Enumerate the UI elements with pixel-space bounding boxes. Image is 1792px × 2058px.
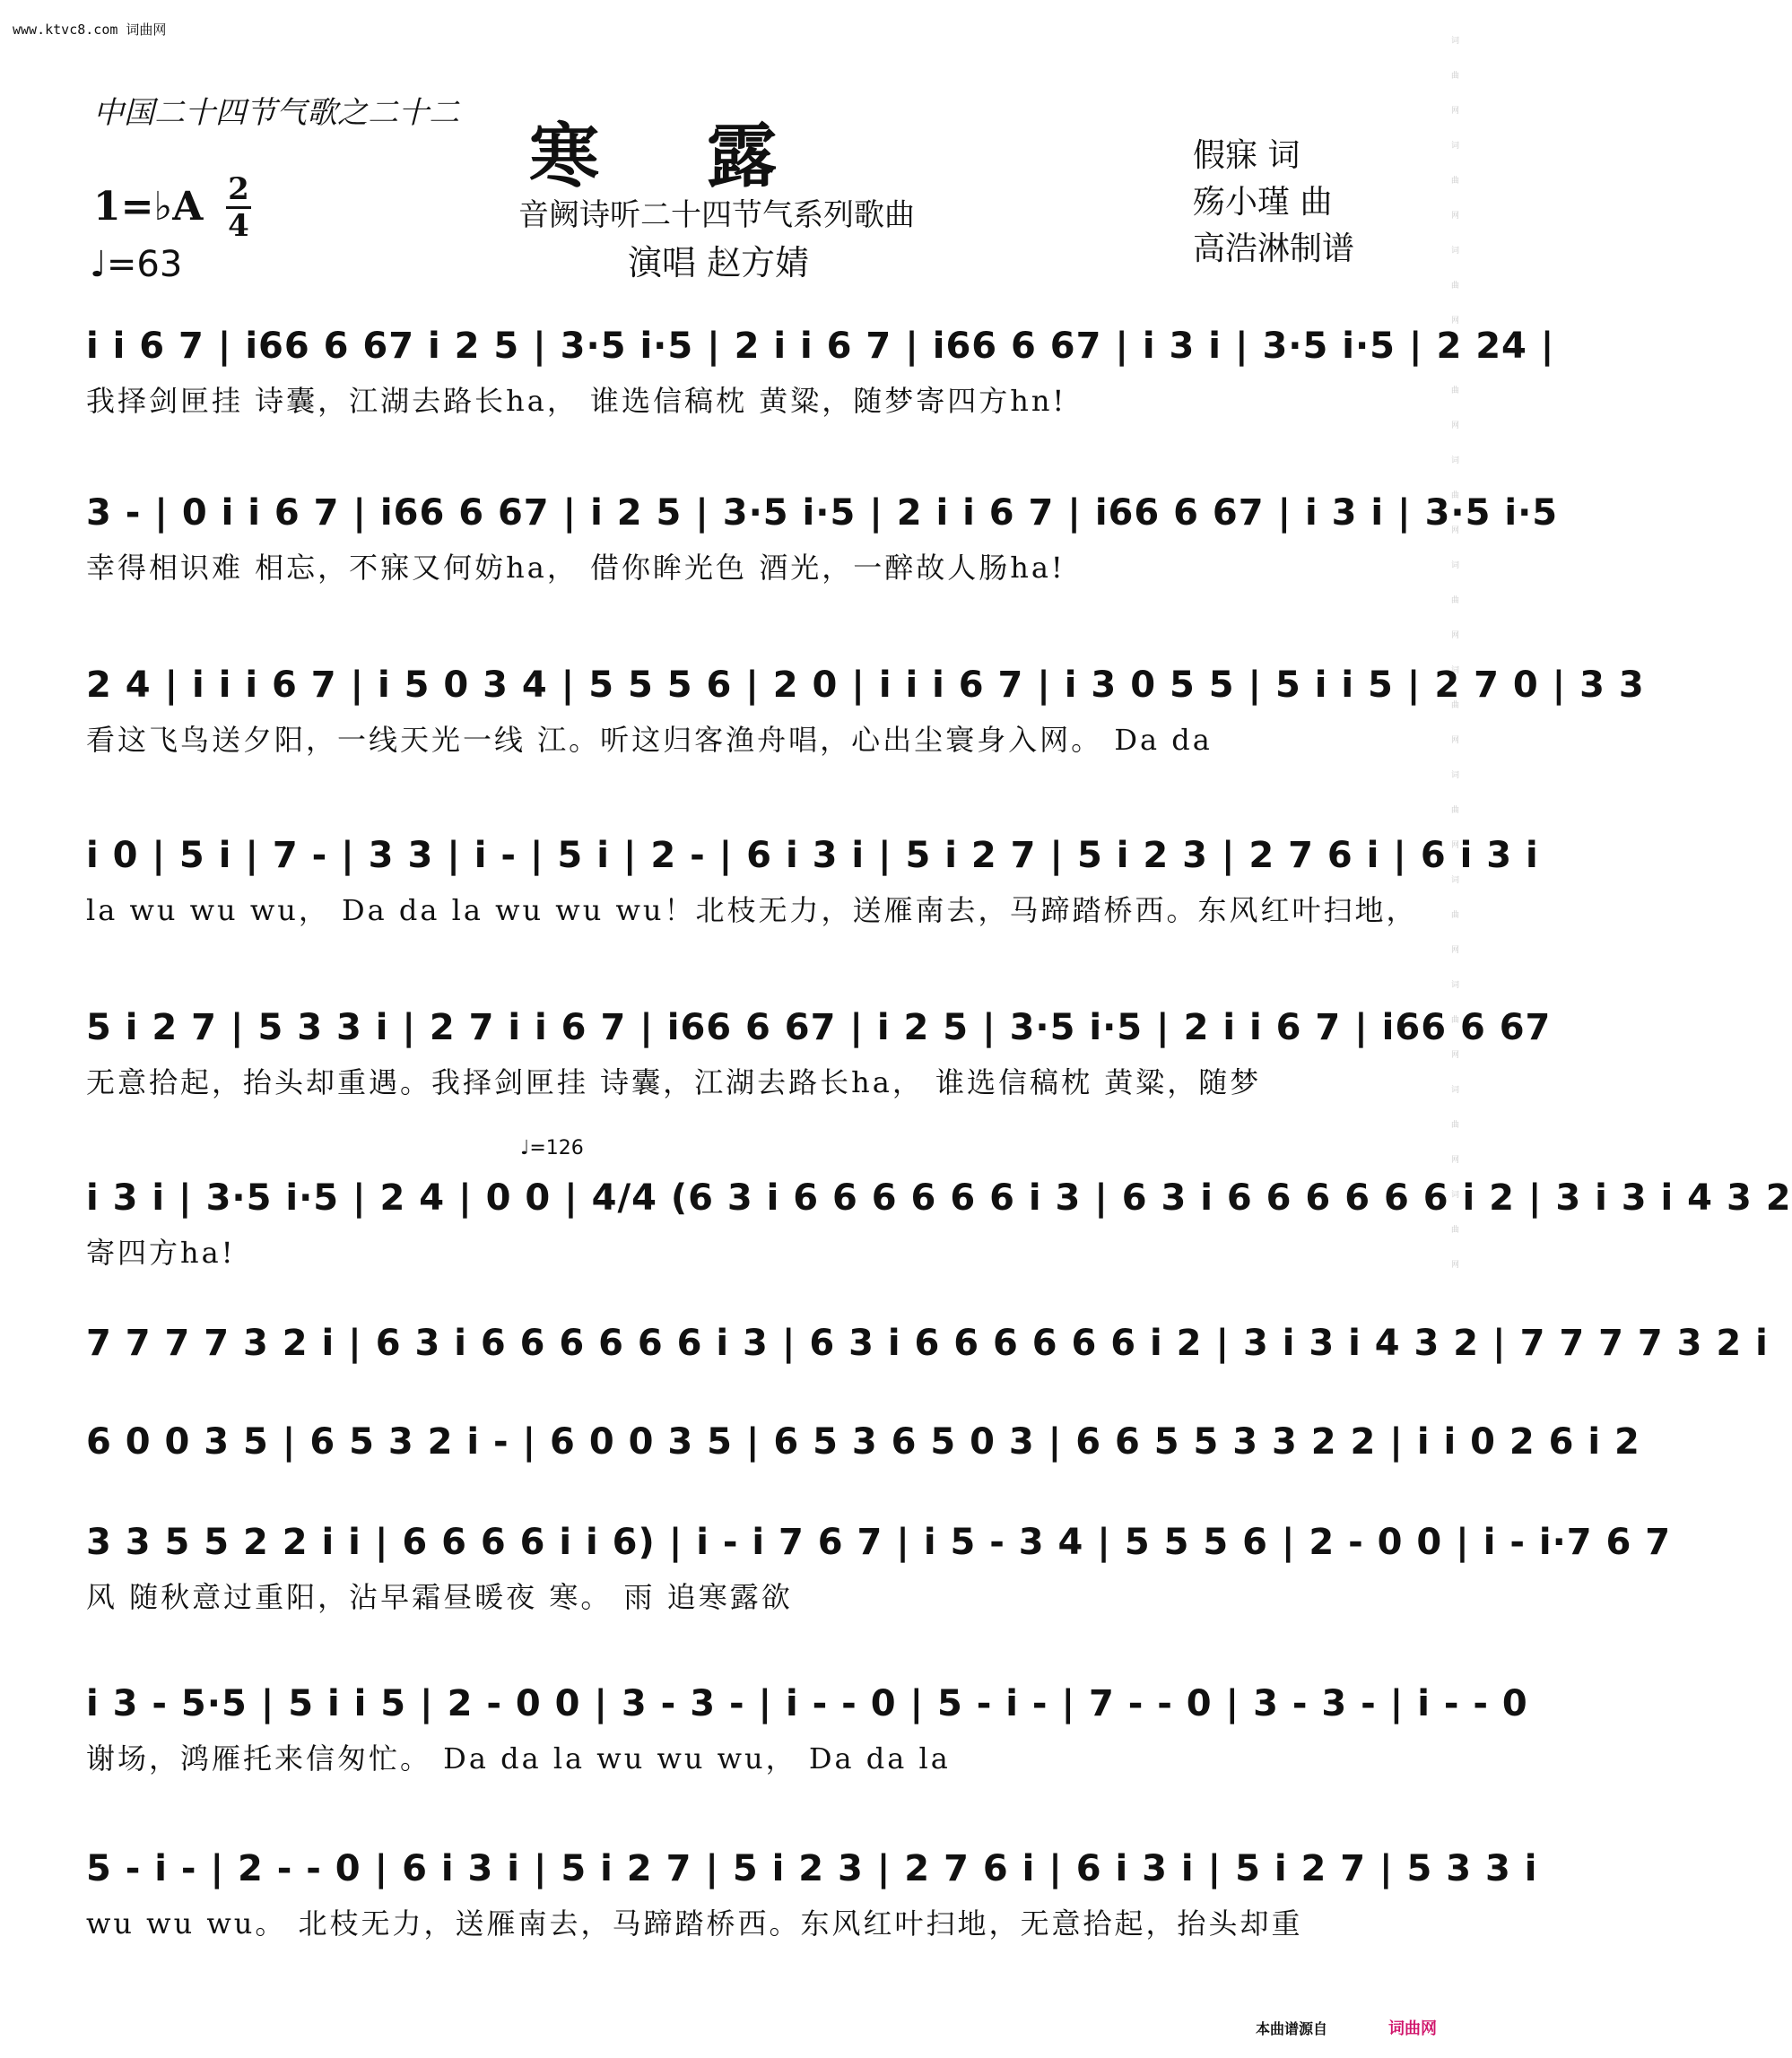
lyricist: 假寐 词 (1193, 137, 1301, 174)
notes-line: 3 3 5 5 2 2 i i | 6 6 6 6 i i 6) | i - i 7 6 7 | i 5 - 3 4 | 5 5 5 6 | 2 - 0 0 | i - i·7 6 7 (86, 1522, 1672, 1563)
lyrics-line: 我择剑匣挂 诗囊，江湖去路长ha， 谁选信稿枕 黄粱，随梦寄四方hn! (86, 384, 1067, 418)
time-signature (226, 171, 251, 244)
notes-line: i 0 | 5 i | 7 - | 3 3 | i - | 5 i | 2 - | 6 i 3 i | 5 i 2 7 | 5 i 2 3 | 2 7 6 i | 6 i 3 i (86, 835, 1539, 876)
system-10 (86, 1672, 1528, 1781)
system-2 (86, 481, 1559, 590)
system-3 (86, 653, 1645, 762)
lyrics-line: 幸得相识难 相忘，不寐又何妨ha， 借你眸光色 酒光，一醉故人肠ha! (86, 551, 1066, 585)
system-9 (86, 1510, 1672, 1619)
lyrics-line: wu wu wu。 北枝无力，送雁南去，马蹄踏桥西。东风红叶扫地，无意拾起，抬头却重 (86, 1906, 1303, 1941)
system-4 (86, 823, 1539, 933)
lyrics-line: 谢场，鸿雁托来信匆忙。 Da da la wu wu wu， Da da la (86, 1741, 951, 1776)
singer: 演唱 赵方婧 (628, 243, 810, 282)
footer-brand: 词曲网 (1388, 2019, 1437, 2038)
system-8 (86, 1410, 1640, 1519)
watermark-column: 词曲网词曲网词曲网词曲网词曲网词曲网词曲网词曲网词曲网词曲网词曲网词曲网 (1449, 36, 1458, 1295)
notes-line: 3 - | 0 i i 6 7 | i66 6 67 | i 2 5 | 3·5 i·5 | 2 i i 6 7 | i66 6 67 | i 3 i | 3·5 i·5 (86, 492, 1559, 534)
notes-line: i i 6 7 | i66 6 67 i 2 5 | 3·5 i·5 | 2 i i 6 7 | i66 6 67 | i 3 i | 3·5 i·5 | 2 24 | (86, 326, 1555, 367)
system-11 (86, 1837, 1538, 1946)
tempo: ♩=63 (90, 244, 183, 285)
song-title: 寒露 (529, 116, 885, 197)
lyrics-line: 看这飞鸟送夕阳，一线天光一线 江。听这归客渔舟唱，心出尘寰身入网。 Da da (86, 723, 1213, 757)
series-title: 中国二十四节气歌之二十二 (93, 95, 459, 131)
lyrics-line: 风 随秋意过重阳，沾早霜昼暖夜 寒。 雨 追寒露欲 (86, 1580, 793, 1614)
system-7 (86, 1311, 1769, 1420)
time-numerator: 2 (228, 171, 249, 207)
system-6 (86, 1166, 1792, 1275)
notes-line: 6 0 0 3 5 | 6 5 3 2 i - | 6 0 0 3 5 | 6 5 3 6 5 0 3 | 6 6 5 5 3 3 2 2 | i i 0 2 6 i 2 (86, 1421, 1640, 1463)
lyrics-line: la wu wu wu， Da da la wu wu wu！北枝无力，送雁南去，马蹄踏桥西。东风红叶扫地， (86, 893, 1418, 927)
lyrics-line: 无意拾起，抬头却重遇。我择剑匣挂 诗囊，江湖去路长ha， 谁选信稿枕 黄粱，随梦 (86, 1065, 1262, 1099)
site-url: www.ktvc8.com 词曲网 (13, 22, 167, 38)
notes-line: i 3 i | 3·5 i·5 | 2 4 | 0 0 | 4/4 (6 3 i 6 6 6 6 6 6 i 3 | 6 3 i 6 6 6 6 6 6 i 2 | 3 i 3 i 4 3 2 (86, 1177, 1792, 1219)
notes-line: 5 - i - | 2 - - 0 | 6 i 3 i | 5 i 2 7 | 5 i 2 3 | 2 7 6 i | 6 i 3 i | 5 i 2 7 | 5 3 3 i (86, 1848, 1538, 1889)
tempo-change: ♩=126 (520, 1137, 584, 1159)
footer-source-note: 本曲谱源自 (1256, 2020, 1328, 2037)
notes-line: i 3 - 5·5 | 5 i i 5 | 2 - 0 0 | 3 - 3 - | i - - 0 | 5 - i - | 7 - - 0 | 3 - 3 - | i - - 0 (86, 1683, 1528, 1724)
composer: 殇小瑾 曲 (1193, 184, 1333, 221)
notes-line: 5 i 2 7 | 5 3 3 i | 2 7 i i 6 7 | i66 6 67 | i 2 5 | 3·5 i·5 | 2 i i 6 7 | i66 6 67 (86, 1007, 1552, 1048)
system-1 (86, 314, 1555, 423)
transcriber: 高浩淋制谱 (1193, 230, 1355, 267)
system-5 (86, 995, 1552, 1105)
time-denominator: 4 (228, 208, 249, 244)
key-signature: 1=♭A (93, 184, 204, 230)
notes-line: 2 4 | i i i 6 7 | i 5 0 3 4 | 5 5 5 6 | 2 0 | i i i 6 7 | i 3 0 5 5 | 5 i i 5 | 2 7 0 | 3 3 (86, 664, 1645, 706)
song-subtitle: 音阙诗听二十四节气系列歌曲 (518, 197, 915, 233)
credits (1193, 133, 1354, 273)
lyrics-line: 寄四方ha! (86, 1236, 236, 1270)
notes-line: 7 7 7 7 3 2 i | 6 3 i 6 6 6 6 6 6 i 3 | 6 3 i 6 6 6 6 6 6 i 2 | 3 i 3 i 4 3 2 | 7 7 7 7 3 2 i (86, 1323, 1769, 1364)
